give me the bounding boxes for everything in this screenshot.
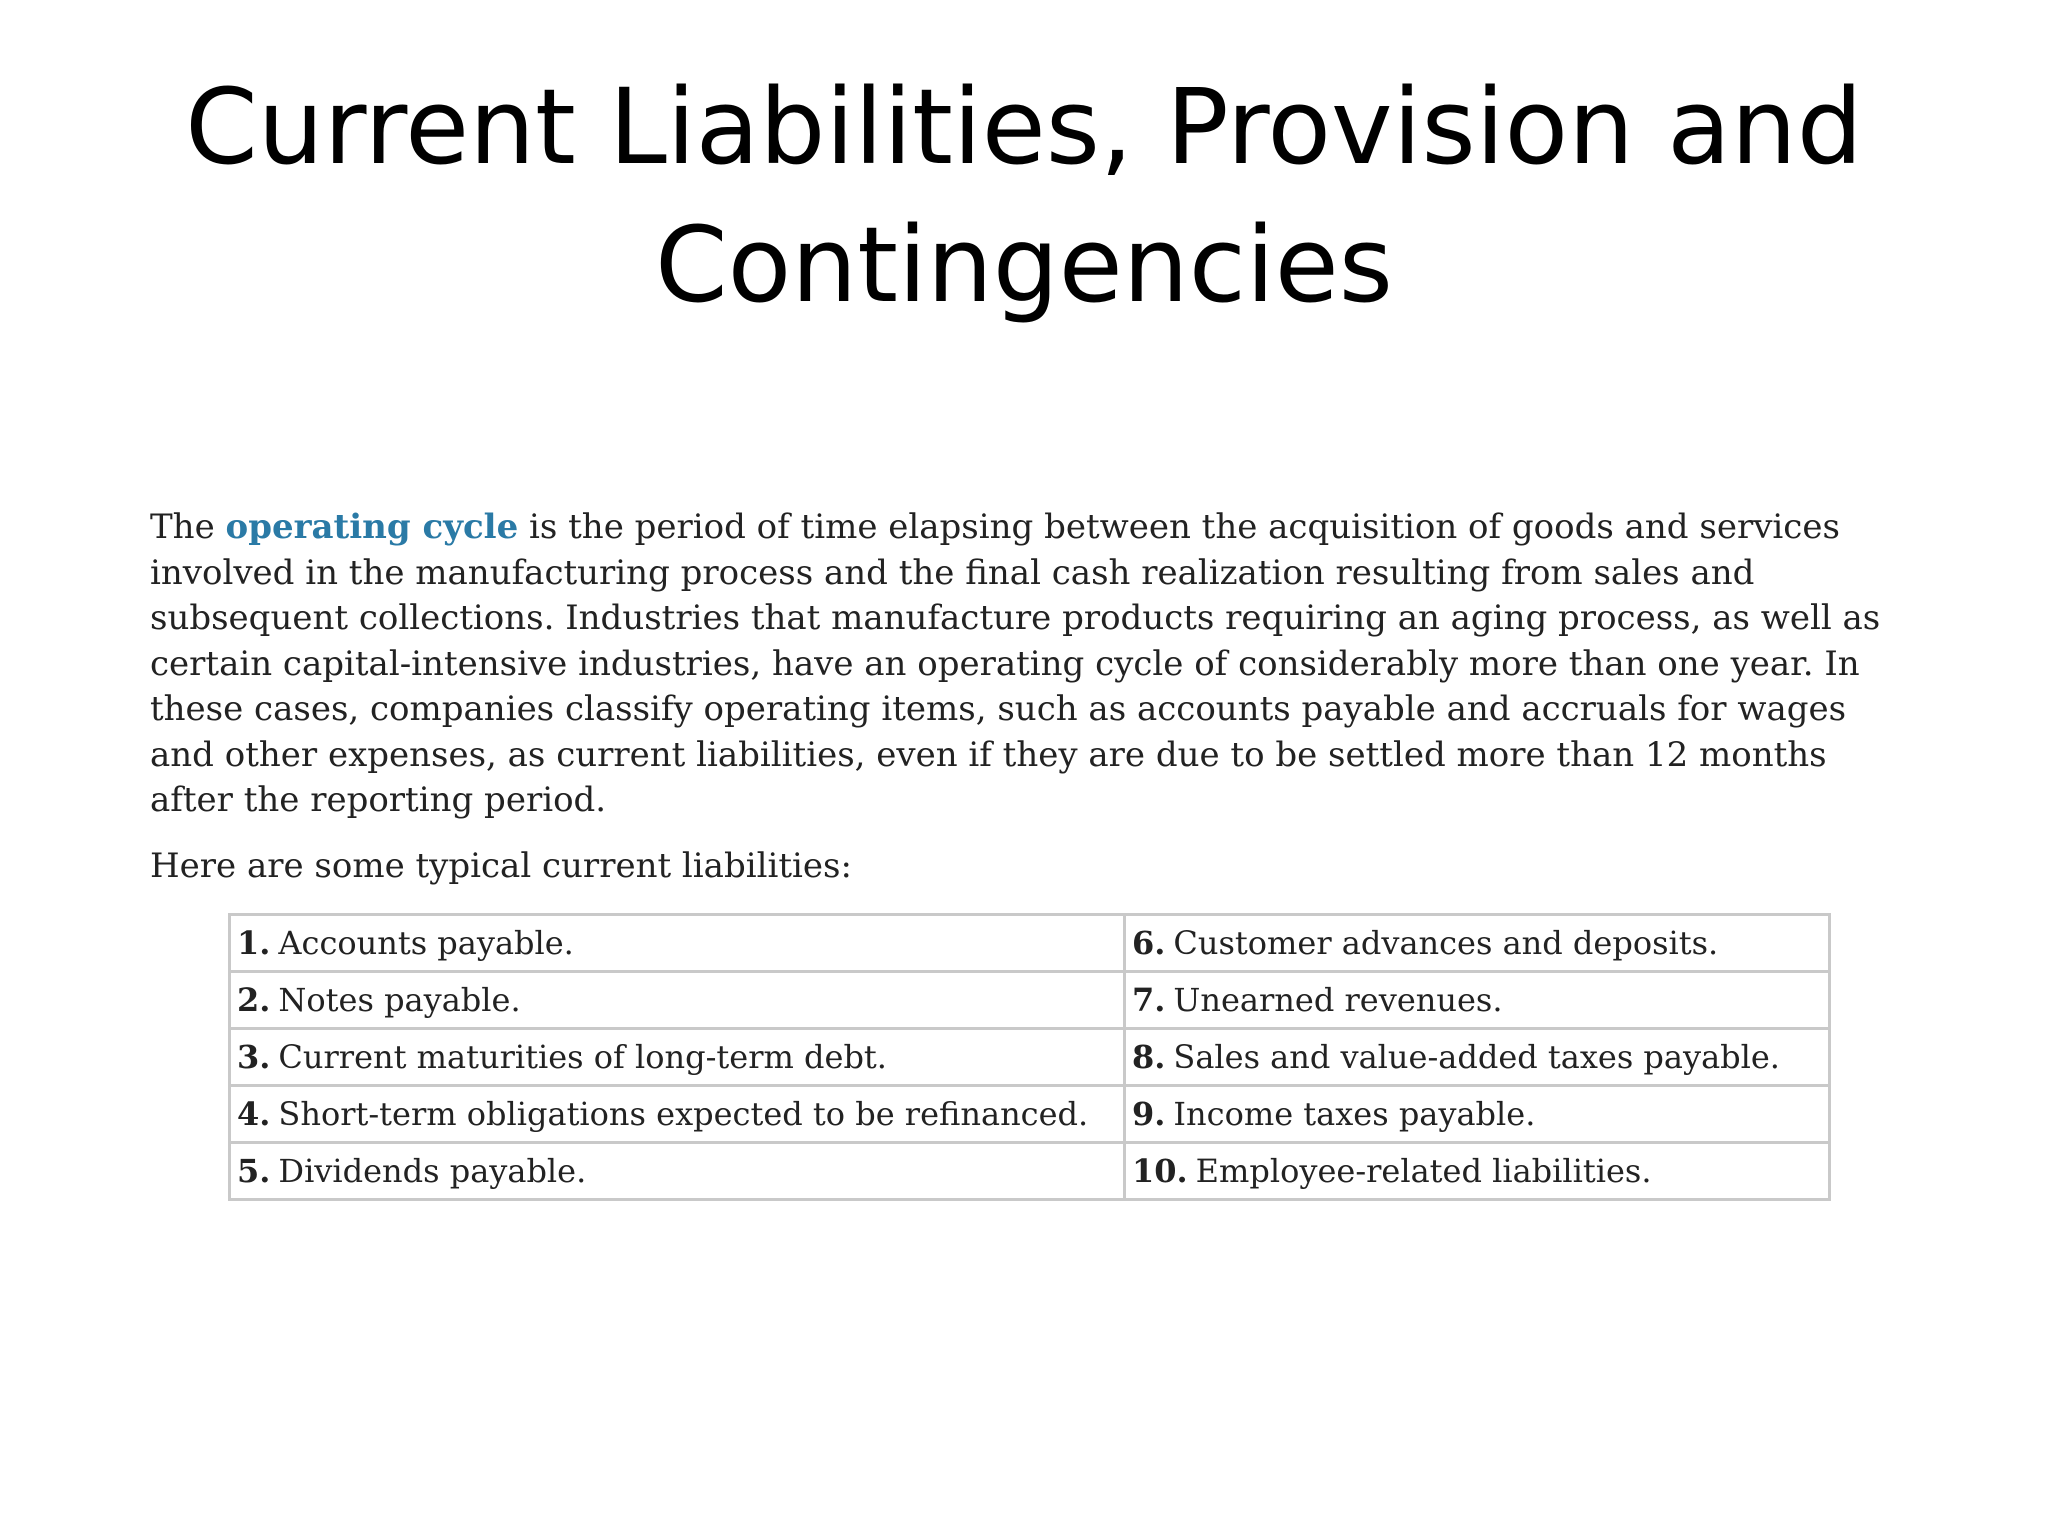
item-number: 7. <box>1132 981 1166 1019</box>
item-number: 3. <box>237 1038 271 1076</box>
item-text: Sales and value-added taxes payable. <box>1173 1038 1780 1076</box>
table-cell <box>1125 915 1830 972</box>
item-text: Income taxes payable. <box>1173 1095 1536 1133</box>
item-text: Notes payable. <box>278 981 521 1019</box>
item-text: Customer advances and deposits. <box>1173 924 1719 962</box>
table-cell <box>1125 972 1830 1029</box>
item-number: 1. <box>237 924 271 962</box>
table-cell <box>230 1086 1125 1143</box>
operating-cycle-paragraph <box>150 505 1890 824</box>
table-row <box>230 1143 1830 1200</box>
operating-cycle-term: operating cycle <box>225 507 519 547</box>
paragraph-prefix: The <box>150 507 226 547</box>
current-liabilities-table <box>228 913 1831 1201</box>
item-number: 8. <box>1132 1038 1166 1076</box>
table-row <box>230 1029 1830 1086</box>
item-number: 2. <box>237 981 271 1019</box>
item-text: Unearned revenues. <box>1173 981 1503 1019</box>
item-text: Short-term obligations expected to be refinanced. <box>278 1095 1089 1133</box>
item-text: Accounts payable. <box>278 924 574 962</box>
table-cell <box>1125 1029 1830 1086</box>
item-number: 4. <box>237 1095 271 1133</box>
table-row <box>230 972 1830 1029</box>
title-line-2: Contingencies <box>655 204 1393 326</box>
item-text: Current maturities of long-term debt. <box>278 1038 887 1076</box>
item-number: 10. <box>1132 1152 1188 1190</box>
table-cell <box>230 915 1125 972</box>
item-number: 9. <box>1132 1095 1166 1133</box>
table-row <box>230 915 1830 972</box>
item-number: 6. <box>1132 924 1166 962</box>
title-line-1: Current Liabilities, Provision and <box>185 66 1863 188</box>
body-content <box>150 505 1890 889</box>
item-text: Dividends payable. <box>278 1152 587 1190</box>
paragraph-text: is the period of time elapsing between the acquisition of goods and services involved in the manufacturing process and the final cash realization resulting from sales and subsequent collections. Industries that manufacture products requiring an aging process, as well as certain capital-intensive industries, have an operating cycle of considerably more than one year. In these cases, companies classify operating items, such as accounts payable and accruals for wages and other expenses, as current liabilities, even if they are due to be settled more than 12 months after the reporting period. <box>150 507 1881 820</box>
slide-title <box>0 58 2048 334</box>
item-number: 5. <box>237 1152 271 1190</box>
table-cell <box>230 1029 1125 1086</box>
item-text: Employee-related liabilities. <box>1195 1152 1652 1190</box>
table-cell <box>230 972 1125 1029</box>
table-row <box>230 1086 1830 1143</box>
list-intro: Here are some typical current liabilities: <box>150 845 852 886</box>
table-cell <box>230 1143 1125 1200</box>
table-cell <box>1125 1143 1830 1200</box>
table-cell <box>1125 1086 1830 1143</box>
